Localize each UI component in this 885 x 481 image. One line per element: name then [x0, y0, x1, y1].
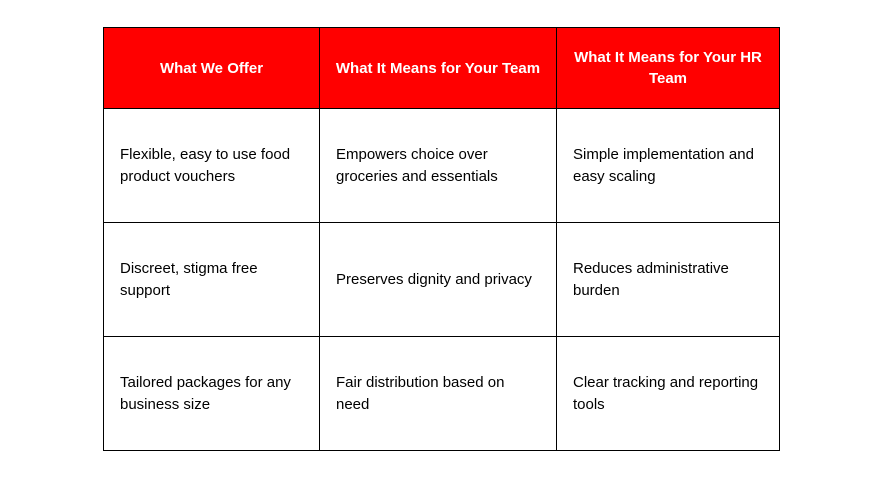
table-cell: Simple implementation and easy scaling	[557, 109, 780, 223]
table-cell: Clear tracking and reporting tools	[557, 337, 780, 451]
table-cell: Discreet, stigma free support	[104, 223, 320, 337]
table-cell: Empowers choice over groceries and essentials	[320, 109, 557, 223]
table-cell: Fair distribution based on need	[320, 337, 557, 451]
table-row	[104, 337, 780, 451]
offer-comparison-table	[103, 27, 780, 451]
table-cell: Tailored packages for any business size	[104, 337, 320, 451]
table-row	[104, 109, 780, 223]
table-header	[104, 28, 780, 109]
table-row	[104, 223, 780, 337]
table-cell: Flexible, easy to use food product vouchers	[104, 109, 320, 223]
header-what-we-offer: What We Offer	[104, 28, 320, 109]
header-hr-team-meaning: What It Means for Your HR Team	[557, 28, 780, 109]
table-cell: Preserves dignity and privacy	[320, 223, 557, 337]
header-row	[104, 28, 780, 109]
header-team-meaning: What It Means for Your Team	[320, 28, 557, 109]
table-body	[104, 109, 780, 451]
table-cell: Reduces administrative burden	[557, 223, 780, 337]
